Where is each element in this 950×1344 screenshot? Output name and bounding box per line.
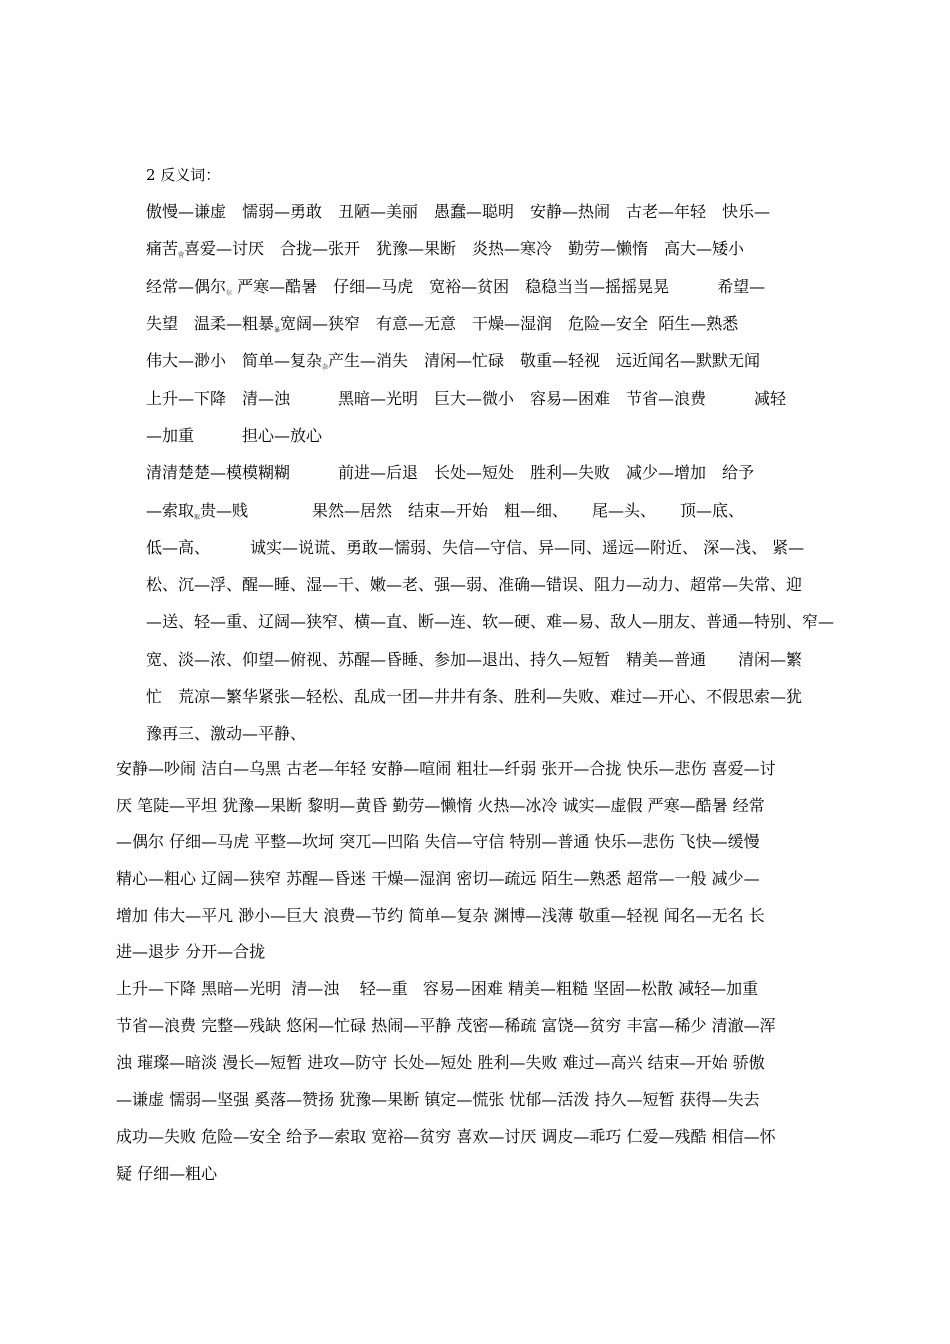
text-line: 傲慢—谦虚 懦弱—勇敢 丑陋—美丽 愚蠢—聪明 安静—热闹 古老—年轻 快乐— <box>146 202 771 221</box>
text-fragment: 痛苦 <box>146 239 179 258</box>
section-title: 2 反义词： <box>146 166 221 184</box>
text-line: 清清楚楚—模模糊糊 前进—后退 长处—短处 胜利—失败 减少—增加 给予 <box>146 463 755 482</box>
text-line: 忙 荒凉—繁华紧张—轻松、乱成一团—井井有条、胜利—失败、难过—开心、不假思索—犹 <box>146 687 803 706</box>
text-fragment: —索取 <box>146 501 195 520</box>
text-fragment: 失望 温柔—粗暴 <box>146 314 275 333</box>
tiny-mark: 暴 <box>274 327 281 334</box>
text-line <box>146 314 738 341</box>
text-line: 节省—浪费 完整—残缺 悠闲—忙碌 热闹—平静 茂密—稀疏 富饶—贫穷 丰富—稀少 清澈—浑 <box>116 1016 776 1035</box>
text-fragment: 经常—偶尔 <box>146 277 227 296</box>
text-line: 进—退步 分开—合拢 <box>116 942 266 961</box>
text-line: 上升—下降 清—浊 黑暗—光明 巨大—微小 容易—困难 节省—浪费 减轻 <box>146 389 787 408</box>
text-line: —偶尔 仔细—马虎 平整—坎坷 突兀—凹陷 失信—守信 特别—普通 快乐—悲伤 飞快—缓慢 <box>116 832 760 851</box>
text-line <box>146 239 744 266</box>
text-line: 宽、淡—浓、仰望—俯视、苏醒—昏睡、参加—退出、持久—短暂 精美—普通 清闲—繁 <box>146 650 803 669</box>
text-line: 上升—下降 黑暗—光明 清—浊 轻—重 容易—困难 精美—粗糙 坚固—松散 减轻—加重 <box>116 979 759 998</box>
text-line <box>146 277 765 304</box>
text-fragment: 产生—消失 清闲—忙碌 敬重—轻视 远近闻名—默默无闻 <box>328 351 761 370</box>
text-fragment: 贵—贱 果然—居然 结束—开始 粗—细、 尾—头、 顶—底、 <box>200 501 745 520</box>
tiny-mark: 杂 <box>322 364 329 371</box>
text-line: —谦虚 懦弱—坚强 奚落—赞扬 犹豫—果断 镇定—慌张 忧郁—活泼 持久—短暂 获得—失去 <box>116 1090 760 1109</box>
text-fragment: 伟大—渺小 简单—复杂 <box>146 351 323 370</box>
text-line: 低—高、 诚实—说谎、勇敢—懦弱、失信—守信、异—同、遥远—附近、 深—浅、 紧— <box>146 538 805 557</box>
text-line <box>146 501 744 528</box>
text-line: 浊 璀璨—暗淡 漫长—短暂 进攻—防守 长处—短处 胜利—失败 难过—高兴 结束—开始 骄傲 <box>116 1053 765 1072</box>
text-line: 成功—失败 危险—安全 给予—索取 宽裕—贫穷 喜欢—讨厌 调皮—乖巧 仁爱—残酷 相信—怀 <box>116 1127 776 1146</box>
text-line: 厌 笔陡—平坦 犹豫—果断 黎明—黄昏 勤劳—懒惰 火热—冰冷 诚实—虚假 严寒—酷暑 经常 <box>116 796 765 815</box>
text-fragment: 严寒—酷暑 仔细—马虎 宽裕—贫困 稳稳当当—摇摇晃晃 希望— <box>237 277 766 296</box>
text-line: —送、轻—重、辽阔—狭窄、横—直、断—连、软—硬、难—易、敌人—朋友、普通—特别、窄— <box>146 612 835 631</box>
text-line <box>146 351 760 378</box>
text-line: 疑 仔细—粗心 <box>116 1164 218 1183</box>
text-line: 松、沉—浮、醒—睡、湿—干、嫩—老、强—弱、准确—错误、阻力—动力、超常—失常、迎 <box>146 575 803 594</box>
tiny-mark: 营 <box>178 252 185 259</box>
text-line: 安静—吵闹 洁白—乌黑 古老—年轻 安静—喧闹 粗壮—纤弱 张开—合拢 快乐—悲伤 喜爱—讨 <box>116 759 776 778</box>
text-fragment: 宽阔—狭窄 有意—无意 干燥—湿润 危险—安全 陌生—熟悉 <box>280 314 739 333</box>
tiny-mark: 取 <box>194 514 201 521</box>
text-line: 精心—粗心 辽阔—狭窄 苏醒—昏迷 干燥—湿润 密切—疏远 陌生—熟悉 超常—一般 减少— <box>116 869 760 888</box>
text-line: 豫再三、激动—平静、 <box>146 724 307 743</box>
tiny-mark: 尔 <box>226 290 233 297</box>
text-fragment: 喜爱—讨厌 合拢—张开 犹豫—果断 炎热—寒冷 勤劳—懒惰 高大—矮小 <box>184 239 745 258</box>
text-line: —加重 担心—放心 <box>146 426 323 445</box>
text-line: 增加 伟大—平凡 渺小—巨大 浪费—节约 简单—复杂 渊博—浅薄 敬重—轻视 闻名—无名 长 <box>116 906 765 925</box>
